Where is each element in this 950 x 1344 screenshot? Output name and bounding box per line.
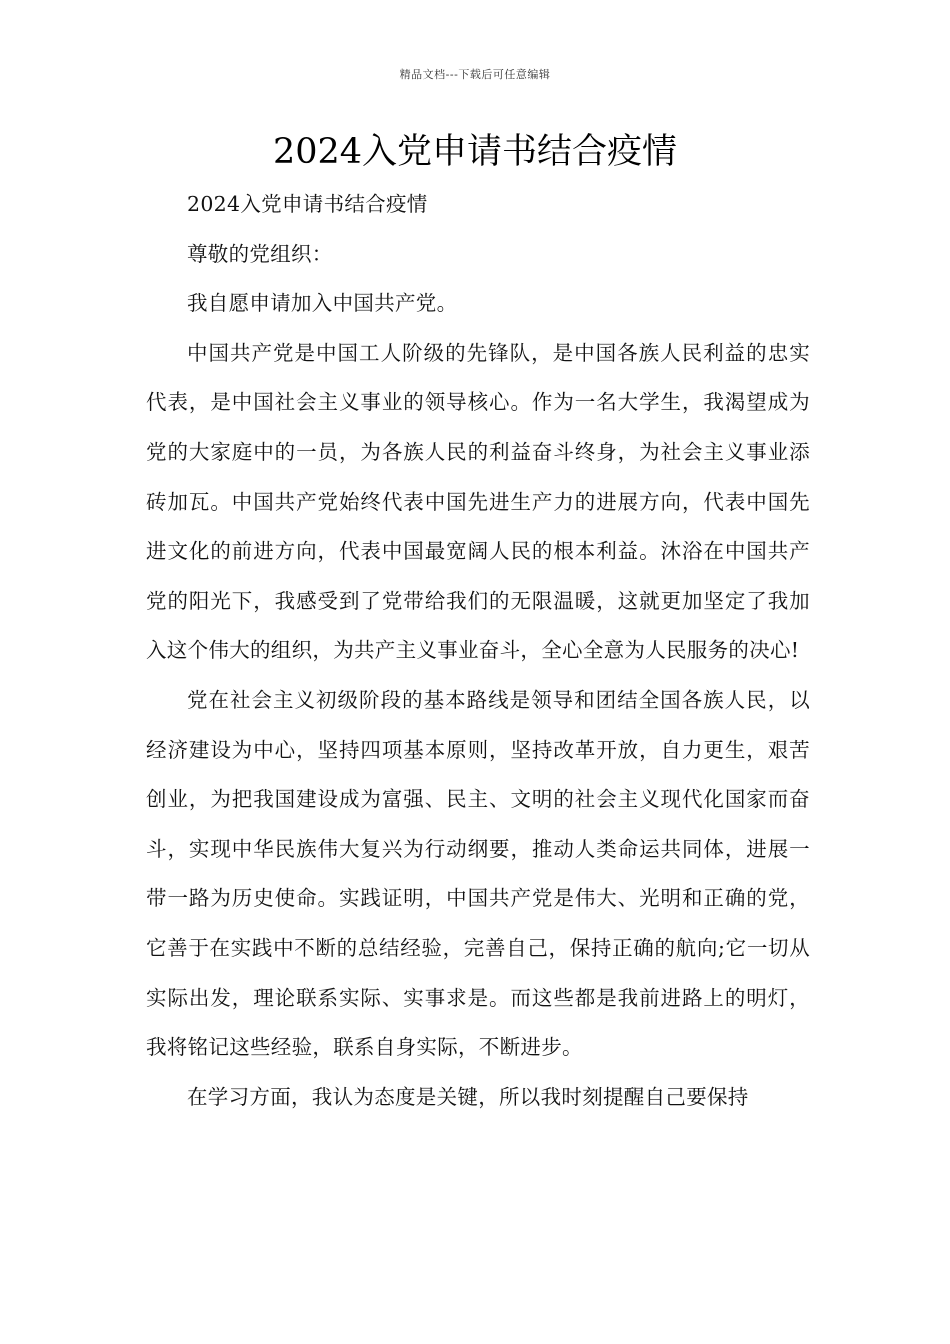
- paragraph-basic-line: 党在社会主义初级阶段的基本路线是领导和团结全国各族人民，以经济建设为中心，坚持四项基本原则，坚持改革开放，自力更生，艰苦创业，为把我国建设成为富强、民主、文明的社会主义现代化国家而奋斗，实现中华民族伟大复兴为行动纲要，推动人类命运共同体，进展一带一路为历史使命。实践证明，中国共产党是伟大、光明和正确的党，它善于在实践中不断的总结经验，完善自己，保持正确的航向;它一切从实际出发，理论联系实际、实事求是。而这些都是我前进路上的明灯，我将铭记这些经验，联系自身实际，不断进步。: [146, 687, 810, 1060]
- paragraph-application: 我自愿申请加入中国共产党。: [187, 291, 458, 316]
- paragraph-subtitle: 2024入党申请书结合疫情: [187, 192, 428, 216]
- document-title: 2024入党申请书结合疫情: [272, 132, 678, 172]
- paragraph-study: 在学习方面，我认为态度是关键，所以我时刻提醒自己要保持: [187, 1084, 749, 1109]
- document-body: [146, 180, 810, 1122]
- paragraph-party-understanding: 中国共产党是中国工人阶级的先锋队，是中国各族人民利益的忠实代表，是中国社会主义事业的领导核心。作为一名大学生，我渴望成为党的大家庭中的一员，为各族人民的利益奋斗终身，为社会主义事业添砖加瓦。中国共产党始终代表中国先进生产力的进展方向，代表中国先进文化的前进方向，代表中国最宽阔人民的根本利益。沐浴在中国共产党的阳光下，我感受到了党带给我们的无限温暖，这就更加坚定了我加入这个伟大的组织，为共产主义事业奋斗，全心全意为人民服务的决心!: [146, 340, 810, 663]
- paragraph-salutation: 尊敬的党组织：: [187, 241, 333, 266]
- header-note: 精品文档---下载后可任意编辑: [399, 68, 551, 81]
